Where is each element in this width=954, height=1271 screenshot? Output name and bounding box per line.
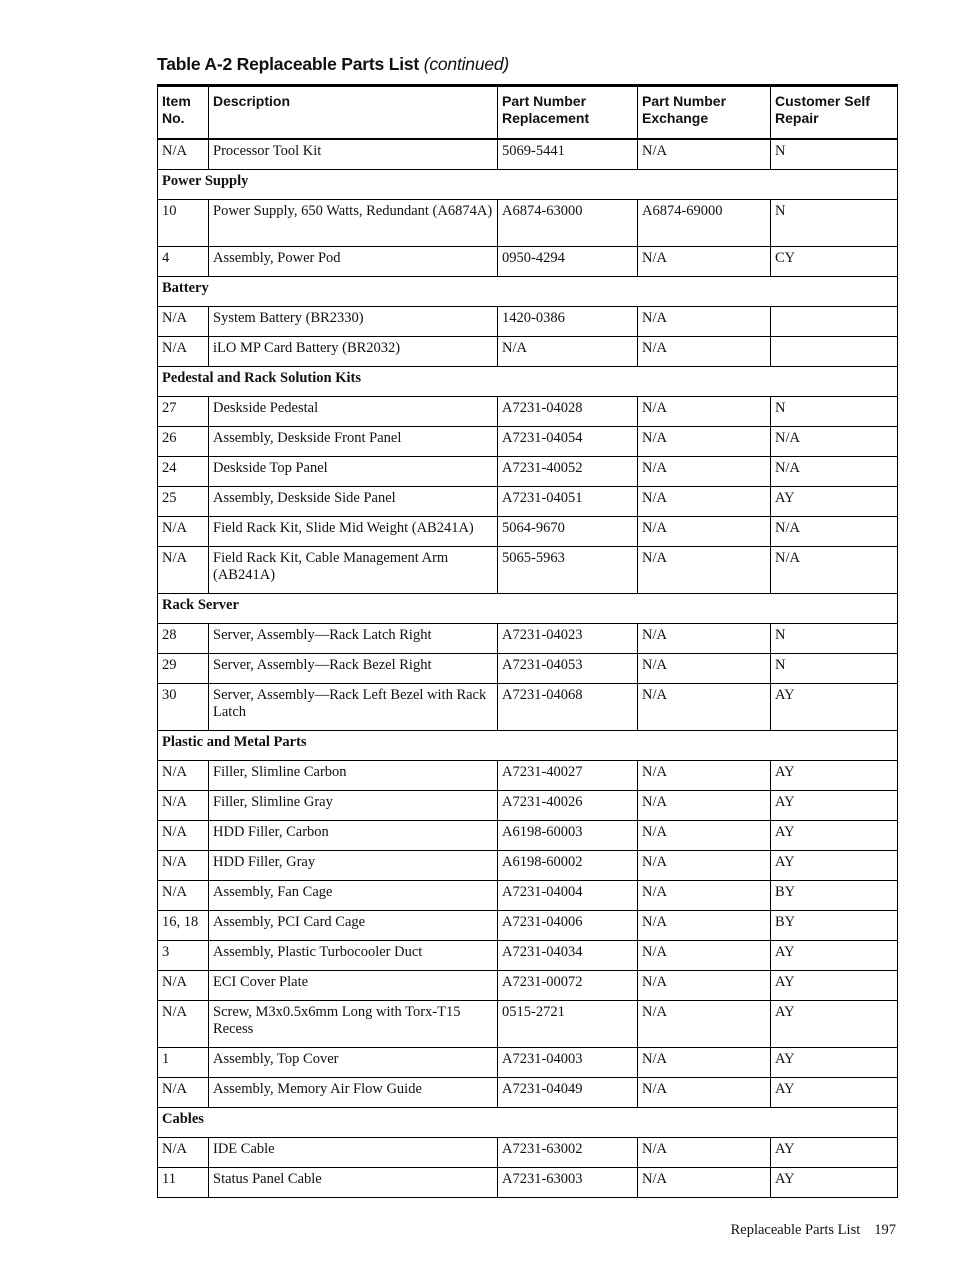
replacement-part-cell: N/A: [498, 337, 638, 367]
exchange-part-cell: N/A: [638, 139, 771, 170]
replacement-part-cell: A7231-40026: [498, 791, 638, 821]
table-row: [158, 1048, 898, 1078]
self-repair-cell: N: [771, 397, 898, 427]
replacement-part-cell: A7231-04003: [498, 1048, 638, 1078]
item-no-cell: 28: [158, 624, 209, 654]
exchange-part-cell: N/A: [638, 337, 771, 367]
description-cell: Filler, Slimline Carbon: [209, 761, 498, 791]
item-no-cell: N/A: [158, 547, 209, 594]
exchange-part-cell: N/A: [638, 1078, 771, 1108]
exchange-part-cell: A6874-69000: [638, 200, 771, 247]
exchange-part-cell: N/A: [638, 487, 771, 517]
item-no-cell: N/A: [158, 517, 209, 547]
table-body: [158, 139, 898, 1198]
item-no-cell: N/A: [158, 337, 209, 367]
exchange-part-cell: N/A: [638, 397, 771, 427]
exchange-part-cell: N/A: [638, 247, 771, 277]
replacement-part-cell: A7231-40027: [498, 761, 638, 791]
replacement-part-cell: 1420-0386: [498, 307, 638, 337]
self-repair-cell: N/A: [771, 427, 898, 457]
table-caption: [157, 54, 509, 75]
item-no-cell: N/A: [158, 1001, 209, 1048]
self-repair-cell: N: [771, 139, 898, 170]
replacement-part-cell: 5065-5963: [498, 547, 638, 594]
exchange-part-cell: N/A: [638, 941, 771, 971]
replacement-part-cell: 0515-2721: [498, 1001, 638, 1048]
item-no-cell: 11: [158, 1168, 209, 1198]
description-cell: Status Panel Cable: [209, 1168, 498, 1198]
self-repair-cell: N: [771, 200, 898, 247]
self-repair-cell: AY: [771, 791, 898, 821]
self-repair-cell: AY: [771, 684, 898, 731]
table-row: [158, 337, 898, 367]
table-row: [158, 307, 898, 337]
exchange-part-cell: N/A: [638, 547, 771, 594]
exchange-part-cell: N/A: [638, 911, 771, 941]
self-repair-cell: BY: [771, 911, 898, 941]
exchange-part-cell: N/A: [638, 851, 771, 881]
exchange-part-cell: N/A: [638, 1138, 771, 1168]
replacement-part-cell: A7231-04068: [498, 684, 638, 731]
item-no-cell: 24: [158, 457, 209, 487]
item-no-cell: N/A: [158, 139, 209, 170]
page-footer: [640, 1222, 896, 1239]
item-no-cell: 25: [158, 487, 209, 517]
description-cell: System Battery (BR2330): [209, 307, 498, 337]
item-no-cell: N/A: [158, 971, 209, 1001]
description-cell: ECI Cover Plate: [209, 971, 498, 1001]
description-cell: iLO MP Card Battery (BR2032): [209, 337, 498, 367]
section-row: [158, 594, 898, 624]
table-row: [158, 487, 898, 517]
description-cell: Field Rack Kit, Slide Mid Weight (AB241A): [209, 517, 498, 547]
description-cell: Server, Assembly—Rack Bezel Right: [209, 654, 498, 684]
item-no-cell: 16, 18: [158, 911, 209, 941]
footer-title: Replaceable Parts List: [730, 1222, 861, 1238]
self-repair-cell: AY: [771, 1001, 898, 1048]
table-row: [158, 971, 898, 1001]
replacement-part-cell: 5069-5441: [498, 139, 638, 170]
table-row: [158, 200, 898, 247]
column-header-description: Description: [209, 86, 498, 140]
exchange-part-cell: N/A: [638, 791, 771, 821]
self-repair-cell: N/A: [771, 457, 898, 487]
description-cell: Assembly, Plastic Turbocooler Duct: [209, 941, 498, 971]
section-row: [158, 170, 898, 200]
self-repair-cell: AY: [771, 487, 898, 517]
description-cell: Processor Tool Kit: [209, 139, 498, 170]
table-row: [158, 1078, 898, 1108]
replacement-part-cell: A7231-04053: [498, 654, 638, 684]
section-heading: Rack Server: [158, 594, 898, 624]
item-no-cell: N/A: [158, 761, 209, 791]
description-cell: Assembly, Top Cover: [209, 1048, 498, 1078]
table-row: [158, 624, 898, 654]
item-no-cell: 26: [158, 427, 209, 457]
item-no-cell: 27: [158, 397, 209, 427]
item-no-cell: N/A: [158, 821, 209, 851]
self-repair-cell: BY: [771, 881, 898, 911]
replacement-part-cell: A7231-40052: [498, 457, 638, 487]
table-row: [158, 427, 898, 457]
column-header-item-no: Item No.: [158, 86, 209, 140]
replacement-part-cell: A6198-60003: [498, 821, 638, 851]
table-caption-label: Table A-2 Replaceable Parts List: [157, 54, 420, 74]
item-no-cell: 4: [158, 247, 209, 277]
table-row: [158, 851, 898, 881]
item-no-cell: N/A: [158, 1078, 209, 1108]
section-row: [158, 277, 898, 307]
replacement-part-cell: A7231-04034: [498, 941, 638, 971]
exchange-part-cell: N/A: [638, 427, 771, 457]
replacement-part-cell: A7231-63003: [498, 1168, 638, 1198]
self-repair-cell: CY: [771, 247, 898, 277]
exchange-part-cell: N/A: [638, 654, 771, 684]
replacement-part-cell: A7231-04006: [498, 911, 638, 941]
section-row: [158, 731, 898, 761]
exchange-part-cell: N/A: [638, 457, 771, 487]
description-cell: Assembly, Power Pod: [209, 247, 498, 277]
exchange-part-cell: N/A: [638, 821, 771, 851]
table-row: [158, 247, 898, 277]
self-repair-cell: AY: [771, 761, 898, 791]
item-no-cell: N/A: [158, 851, 209, 881]
column-header-part-number-exchange: Part Number Exchange: [638, 86, 771, 140]
description-cell: Assembly, Fan Cage: [209, 881, 498, 911]
description-cell: IDE Cable: [209, 1138, 498, 1168]
table-row: [158, 517, 898, 547]
replacement-part-cell: A7231-04049: [498, 1078, 638, 1108]
table-row: [158, 761, 898, 791]
replaceable-parts-table: [157, 84, 898, 1198]
table-row: [158, 881, 898, 911]
description-cell: Deskside Pedestal: [209, 397, 498, 427]
replacement-part-cell: A7231-04004: [498, 881, 638, 911]
item-no-cell: 10: [158, 200, 209, 247]
description-cell: Filler, Slimline Gray: [209, 791, 498, 821]
description-cell: Screw, M3x0.5x6mm Long with Torx-T15 Recess: [209, 1001, 498, 1048]
self-repair-cell: [771, 337, 898, 367]
section-row: [158, 367, 898, 397]
exchange-part-cell: N/A: [638, 624, 771, 654]
column-header-customer-self-repair: Customer Self Repair: [771, 86, 898, 140]
table-row: [158, 791, 898, 821]
item-no-cell: 29: [158, 654, 209, 684]
replacement-part-cell: A6874-63000: [498, 200, 638, 247]
page-number: 197: [874, 1222, 896, 1238]
exchange-part-cell: N/A: [638, 684, 771, 731]
self-repair-cell: AY: [771, 1168, 898, 1198]
self-repair-cell: AY: [771, 821, 898, 851]
section-row: [158, 1108, 898, 1138]
self-repair-cell: N/A: [771, 517, 898, 547]
table-row: [158, 941, 898, 971]
header-row: [158, 86, 898, 140]
item-no-cell: 30: [158, 684, 209, 731]
self-repair-cell: AY: [771, 971, 898, 1001]
replacement-part-cell: A7231-63002: [498, 1138, 638, 1168]
description-cell: Deskside Top Panel: [209, 457, 498, 487]
description-cell: Power Supply, 650 Watts, Redundant (A6874A): [209, 200, 498, 247]
self-repair-cell: AY: [771, 1078, 898, 1108]
exchange-part-cell: N/A: [638, 307, 771, 337]
description-cell: HDD Filler, Carbon: [209, 821, 498, 851]
description-cell: Assembly, Deskside Front Panel: [209, 427, 498, 457]
item-no-cell: N/A: [158, 1138, 209, 1168]
column-header-part-number-replacement: Part Number Replacement: [498, 86, 638, 140]
description-cell: Server, Assembly—Rack Left Bezel with Rack Latch: [209, 684, 498, 731]
description-cell: HDD Filler, Gray: [209, 851, 498, 881]
replacement-part-cell: 0950-4294: [498, 247, 638, 277]
replacement-part-cell: 5064-9670: [498, 517, 638, 547]
section-heading: Cables: [158, 1108, 898, 1138]
exchange-part-cell: N/A: [638, 1048, 771, 1078]
exchange-part-cell: N/A: [638, 1168, 771, 1198]
table-row: [158, 1168, 898, 1198]
table-row: [158, 457, 898, 487]
description-cell: Server, Assembly—Rack Latch Right: [209, 624, 498, 654]
section-heading: Pedestal and Rack Solution Kits: [158, 367, 898, 397]
table-row: [158, 139, 898, 170]
exchange-part-cell: N/A: [638, 971, 771, 1001]
table-row: [158, 1001, 898, 1048]
self-repair-cell: AY: [771, 1138, 898, 1168]
self-repair-cell: N/A: [771, 547, 898, 594]
table-caption-continued: (continued): [423, 54, 510, 74]
description-cell: Assembly, Memory Air Flow Guide: [209, 1078, 498, 1108]
self-repair-cell: AY: [771, 851, 898, 881]
replacement-part-cell: A6198-60002: [498, 851, 638, 881]
replacement-part-cell: A7231-04051: [498, 487, 638, 517]
exchange-part-cell: N/A: [638, 761, 771, 791]
self-repair-cell: N: [771, 624, 898, 654]
replacement-part-cell: A7231-04023: [498, 624, 638, 654]
item-no-cell: N/A: [158, 307, 209, 337]
item-no-cell: 3: [158, 941, 209, 971]
section-heading: Battery: [158, 277, 898, 307]
exchange-part-cell: N/A: [638, 1001, 771, 1048]
self-repair-cell: N: [771, 654, 898, 684]
replacement-part-cell: A7231-00072: [498, 971, 638, 1001]
item-no-cell: N/A: [158, 881, 209, 911]
table-row: [158, 911, 898, 941]
item-no-cell: N/A: [158, 791, 209, 821]
item-no-cell: 1: [158, 1048, 209, 1078]
description-cell: Assembly, PCI Card Cage: [209, 911, 498, 941]
self-repair-cell: AY: [771, 941, 898, 971]
self-repair-cell: [771, 307, 898, 337]
section-heading: Power Supply: [158, 170, 898, 200]
table-header: [158, 86, 898, 140]
exchange-part-cell: N/A: [638, 517, 771, 547]
exchange-part-cell: N/A: [638, 881, 771, 911]
description-cell: Field Rack Kit, Cable Management Arm (AB241A): [209, 547, 498, 594]
table-row: [158, 1138, 898, 1168]
table-row: [158, 821, 898, 851]
description-cell: Assembly, Deskside Side Panel: [209, 487, 498, 517]
section-heading: Plastic and Metal Parts: [158, 731, 898, 761]
self-repair-cell: AY: [771, 1048, 898, 1078]
table-row: [158, 684, 898, 731]
replacement-part-cell: A7231-04054: [498, 427, 638, 457]
replacement-part-cell: A7231-04028: [498, 397, 638, 427]
table-row: [158, 654, 898, 684]
table-row: [158, 547, 898, 594]
table-row: [158, 397, 898, 427]
